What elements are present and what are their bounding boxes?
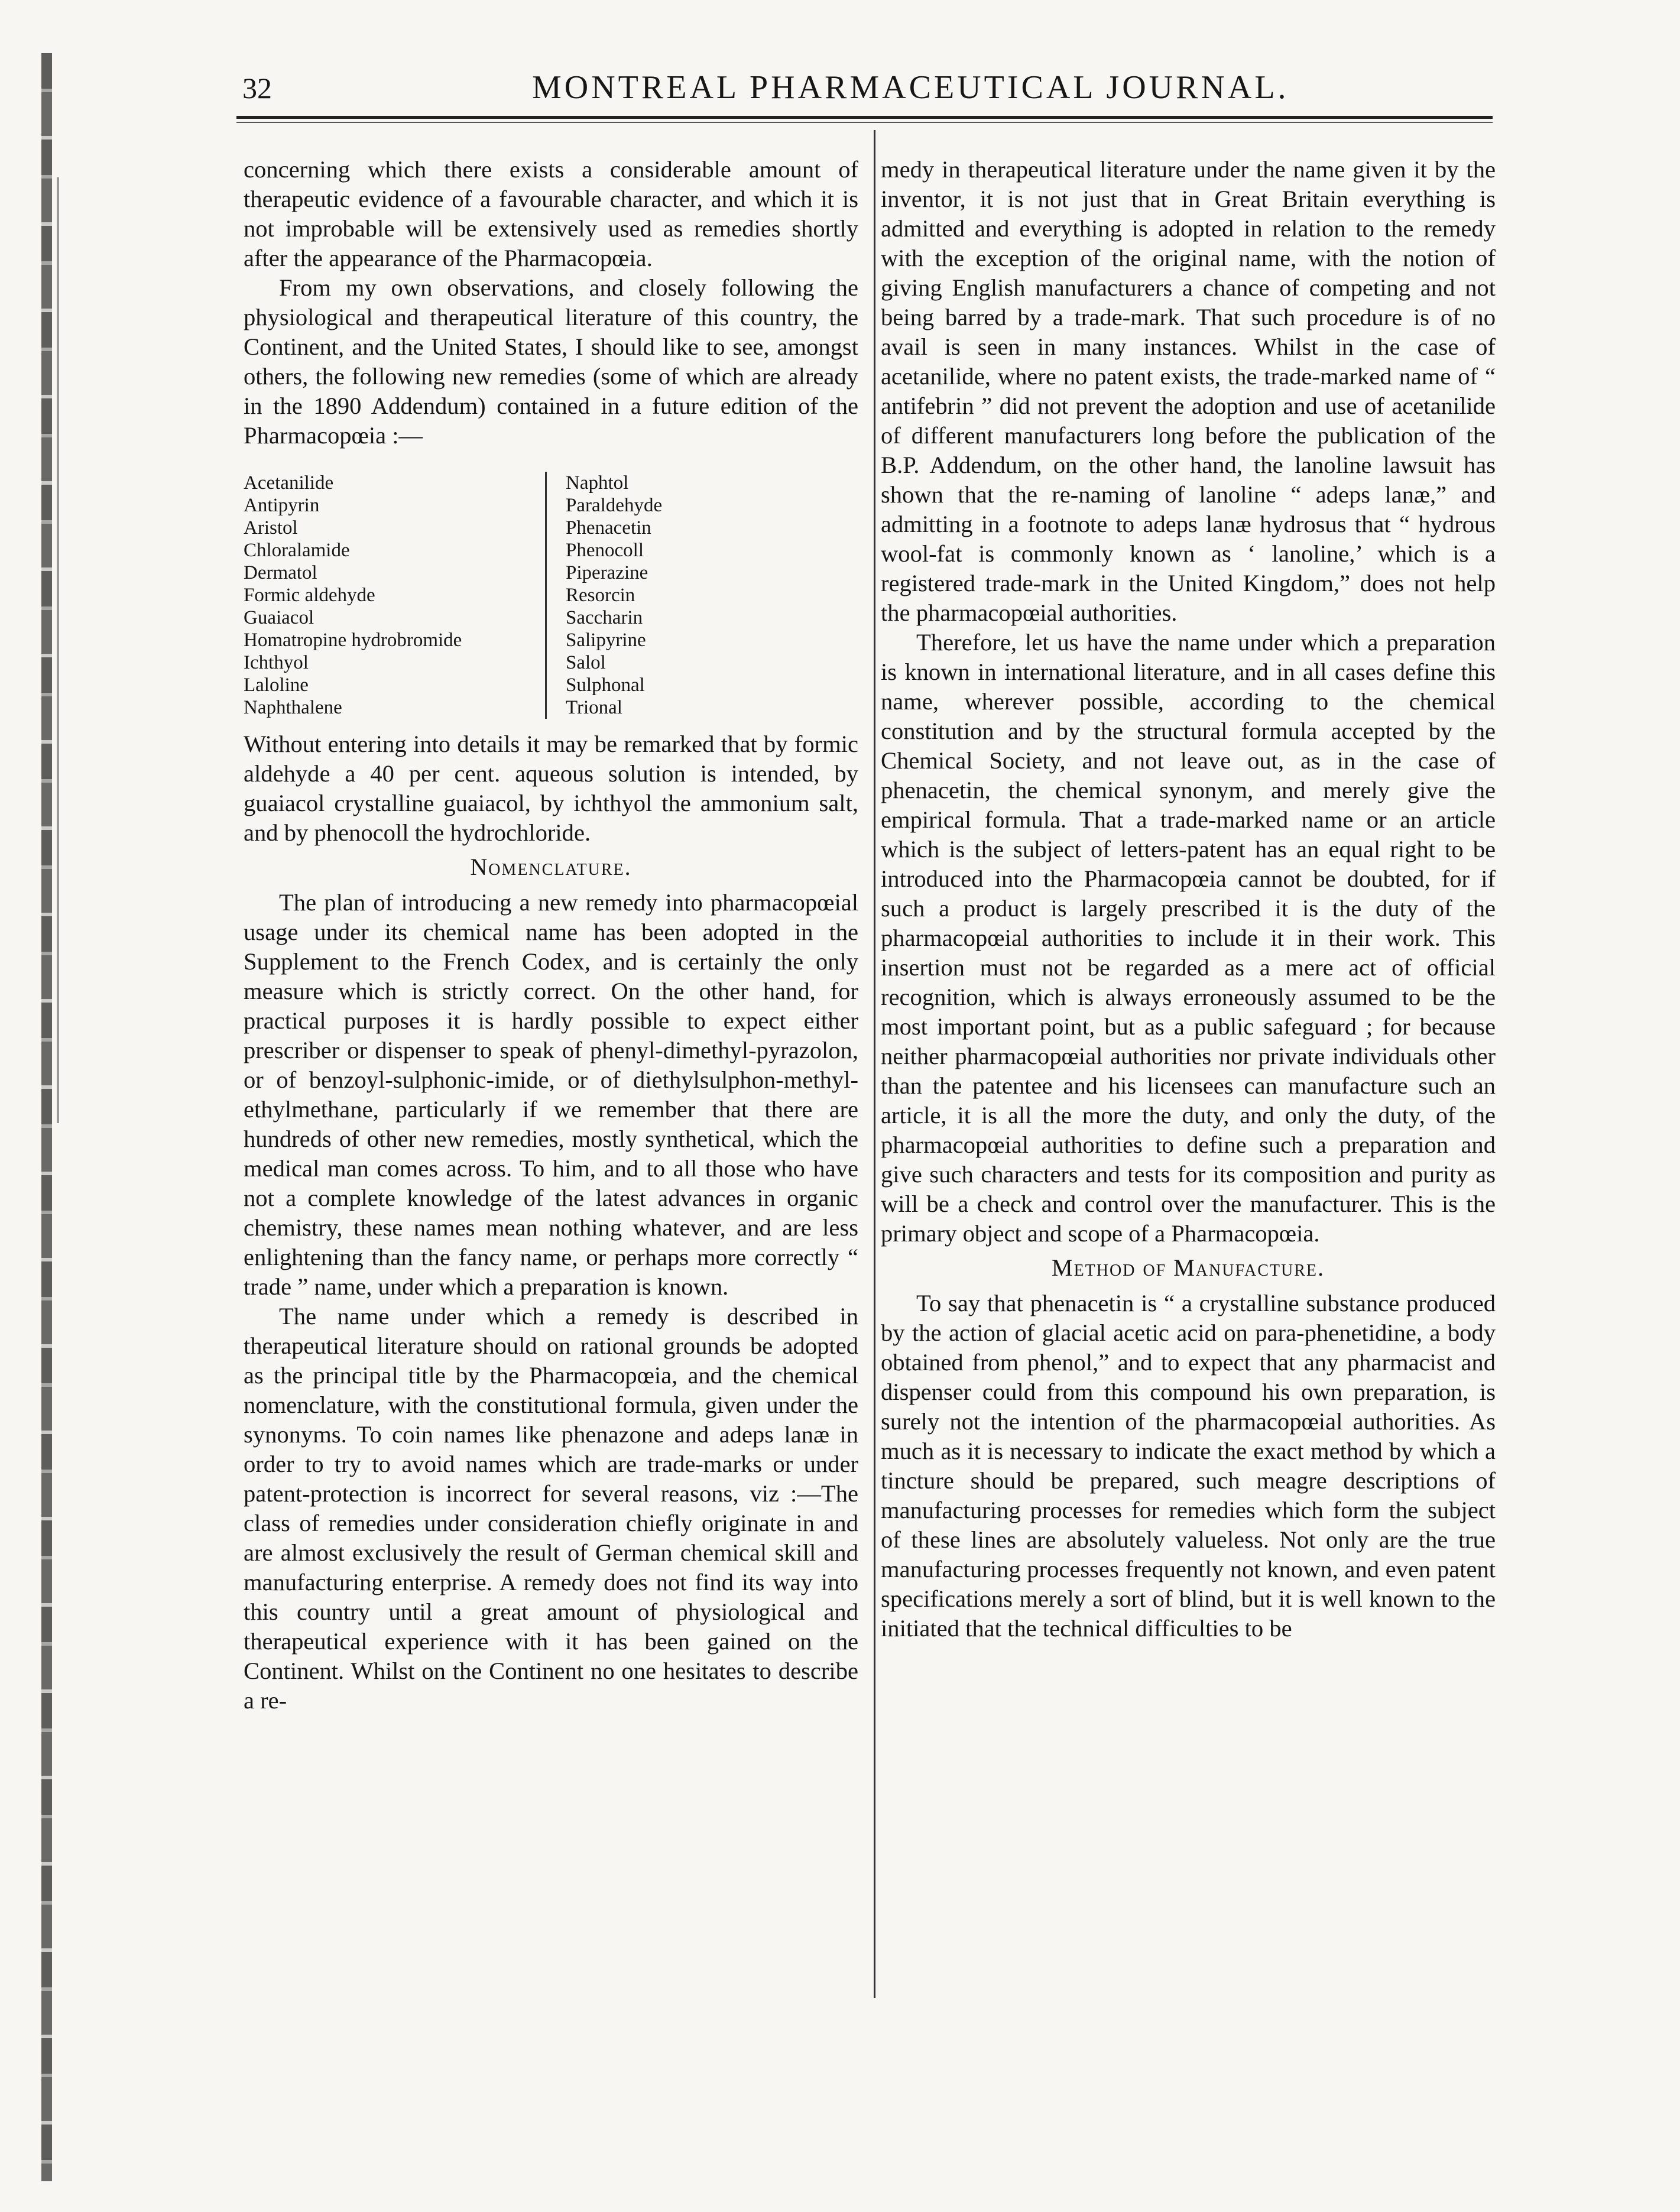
- right-column: [881, 155, 1496, 1643]
- binding-edge: [41, 53, 52, 2181]
- remedy-item: Paraldehyde: [566, 495, 663, 516]
- remedy-list-column-right: [547, 472, 662, 719]
- remedy-item: Resorcin: [566, 585, 635, 606]
- remedy-item: Chloralamide: [244, 540, 350, 561]
- running-title: MONTREAL PHARMACEUTICAL JOURNAL.: [532, 69, 1289, 106]
- paragraph: The name under which a remedy is described in therapeutical literature should on rational grounds be adopted as the principal title by the Pharmacopœia, and the chemical nomenclature, with the constitutional formula, given under the synonyms. To coin names like phenazone and adeps lanæ in order to try to avoid names which are trade-marks or under patent-protection is incorrect for several reasons, viz :—The class of remedies under consideration chiefly originate in and are almost exclusively the result of German chemical skill and manufacturing enterprise. A remedy does not find its way into this country until a great amount of physiological and therapeutical experience with it has been gained on the Continent. Whilst on the Continent no one hesitates to describe a re-: [244, 1303, 858, 1714]
- remedy-item: Acetanilide: [244, 472, 334, 494]
- paragraph: From my own observations, and closely following the physiological and therapeutical literature of this country, the Continent, and the United States, I should like to see, amongst others, the following new remedies (some of which are already in the 1890 Addendum) contained in a future edition of the Pharmacopœia :—: [244, 274, 858, 449]
- binding-shadow: [57, 177, 59, 1123]
- remedy-item: Homatropine hydrobromide: [244, 630, 462, 651]
- remedy-item: Salol: [566, 652, 606, 673]
- remedy-item: Dermatol: [244, 562, 317, 583]
- remedy-item: Salipyrine: [566, 630, 646, 651]
- remedy-item: Formic aldehyde: [244, 585, 375, 606]
- remedy-item: Naphtol: [566, 472, 629, 494]
- paragraph: concerning which there exists a considerable amount of therapeutic evidence of a favourable character, and which it is not improbable will be extensively used as remedies shortly after the appearance of the Pharmacopœia.: [244, 156, 858, 271]
- paragraph: Therefore, let us have the name under which a preparation is known in international literature, and in all cases define this name, wherever possible, according to the chemical constitution and by the structural formula accepted by the Chemical Society, and not leave out, as in the case of phenacetin, the chemical synonym, and merely give the empirical formula. That a trade-marked name or an article which is the subject of letters-patent has an equal right to be introduced into the Pharmacopœia cannot be doubted, for if such a product is largely prescribed it is the duty of the pharmacopœial authorities to include it in their work. This insertion must not be regarded as a mere act of official recognition, which is always erroneously assumed to be the most important point, but as a public safeguard ; for because neither pharmacopœial authorities nor private individuals other than the patentee and his licensees can manufacture such an article, it is all the more the duty, and only the duty, of the pharmacopœial authorities to define such a preparation and give such characters and tests for its composition and purity as will be a check and control over the manufacturer. This is the primary object and scope of a Pharmacopœia.: [881, 629, 1496, 1247]
- remedy-item: Naphthalene: [244, 697, 342, 718]
- remedy-item: Piperazine: [566, 562, 648, 583]
- remedy-item: Antipyrin: [244, 495, 320, 516]
- left-column: [244, 155, 858, 1715]
- remedy-list: [244, 472, 858, 719]
- remedy-item: Saccharin: [566, 607, 643, 628]
- section-heading-nomenclature: Nomenclature.: [470, 854, 632, 880]
- paragraph: Without entering into details it may be remarked that by formic aldehyde a 40 per cent. aqueous solution is intended, by guaiacol crystalline guaiacol, by ichthyol the ammonium salt, and by phenocoll the hydrochloride.: [244, 731, 858, 846]
- column-divider: [874, 130, 875, 1998]
- remedy-item: Aristol: [244, 517, 298, 539]
- remedy-item: Phenocoll: [566, 540, 644, 561]
- paragraph: To say that phenacetin is “ a crystalline substance produced by the action of glacial acetic acid on para-phenetidine, a body obtained from phenol,” and to expect that any pharmacist and dispenser could from this compound his own preparation, is surely not the intention of the pharmacopœial authorities. As much as it is necessary to indicate the exact method by which a tincture should be prepared, such meagre descriptions of manufacturing processes for remedies which form the subject of these lines are absolutely valueless. Not only are the true manufacturing processes frequently not known, and even patent specifications merely a sort of blind, but it is well known to the initiated that the technical difficulties to be: [881, 1290, 1496, 1642]
- page-number: 32: [242, 72, 272, 105]
- remedy-item: Trional: [566, 697, 622, 718]
- header-rule: [236, 116, 1493, 119]
- remedy-list-column-left: [244, 472, 547, 719]
- page-header: [236, 64, 1496, 111]
- remedy-item: Laloline: [244, 674, 309, 696]
- section-heading-method-of-manufacture: Method of Manufacture.: [1052, 1254, 1325, 1281]
- paragraph: The plan of introducing a new remedy into pharmacopœial usage under its chemical name has been adopted in the Supplement to the French Codex, and is certainly the only measure which is strictly correct. On the other hand, for practical purposes it is hardly possible to expect either prescriber or dispenser to speak of phenyl-dimethyl-pyrazolon, or of benzoyl-sulphonic-imide, or of diethylsulphon-methyl-ethylmethane, particularly if we remember that there are hundreds of other new remedies, mostly synthetical, which the medical man comes across. To him, and to all those who have not a complete knowledge of the latest advances in organic chemistry, these names mean nothing whatever, and are less enlightening than the fancy name, or perhaps more correctly “ trade ” name, under which a preparation is known.: [244, 889, 858, 1300]
- remedy-item: Sulphonal: [566, 674, 645, 696]
- remedy-item: Guaiacol: [244, 607, 314, 628]
- remedy-item: Phenacetin: [566, 517, 651, 539]
- header-rule-thin: [236, 122, 1493, 123]
- paragraph: medy in therapeutical literature under the name given it by the inventor, it is not just that in Great Britain everything is admitted and everything is adopted in relation to the remedy with the exception of the original name, with the notion of giving English manufacturers a chance of competing and not being barred by a trade-mark. That such procedure is of no avail is seen in many instances. Whilst in the case of acetanilide, where no patent exists, the trade-marked name of “ antifebrin ” did not prevent the adoption and use of acetanilide of different manufacturers long before the publication of the B.P. Addendum, on the other hand, the lanoline lawsuit has shown that the re-naming of lanoline “ adeps lanæ,” and admitting in a footnote to adeps lanæ hydrosus that “ hydrous wool-fat is commonly known as ‘ lanoline,’ which is a registered trade-mark in the United Kingdom,” does not help the pharmacopœial authorities.: [881, 156, 1496, 626]
- remedy-item: Ichthyol: [244, 652, 309, 673]
